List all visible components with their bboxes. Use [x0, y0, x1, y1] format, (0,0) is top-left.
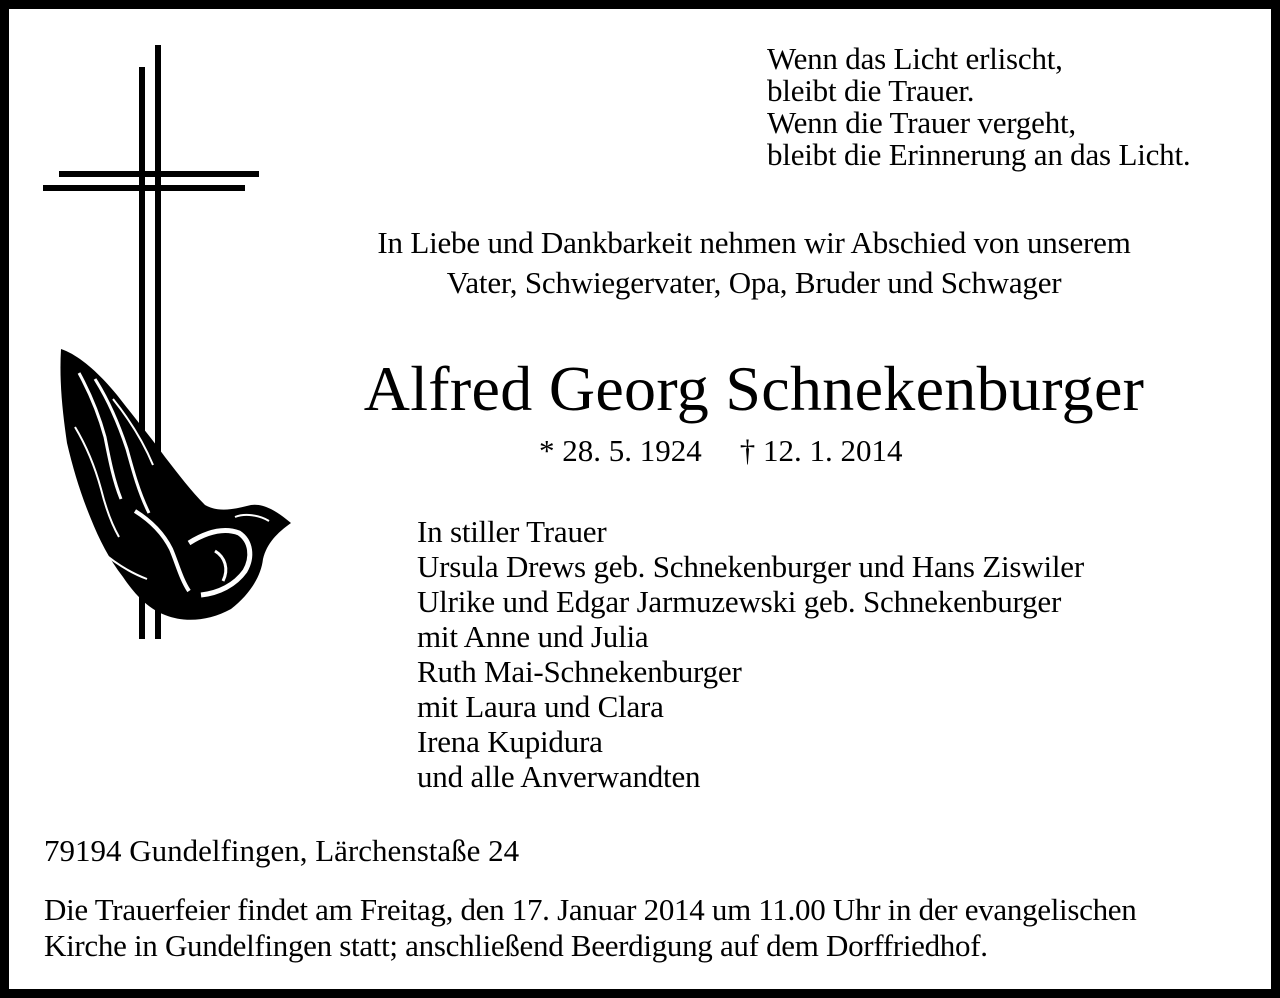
mourner-line: In stiller Trauer	[417, 514, 607, 549]
poem-line: bleibt die Trauer.	[767, 73, 975, 108]
funeral-line: Die Trauerfeier findet am Freitag, den 17. Januar 2014 um 11.00 Uhr in der evangelischen	[44, 892, 1137, 927]
life-dates	[539, 433, 1039, 469]
address: 79194 Gundelfingen, Lärchenstaße 24	[44, 833, 520, 868]
death-date: † 12. 1. 2014	[739, 433, 903, 468]
deceased-name: Alfred Georg Schnekenburger	[363, 353, 1145, 424]
mourner-line: Ursula Drews geb. Schnekenburger und Hans Ziswiler	[417, 549, 1084, 584]
mourner-line: Ruth Mai-Schnekenburger	[417, 654, 742, 689]
intro-line: In Liebe und Dankbarkeit nehmen wir Abschied von unserem	[377, 225, 1131, 260]
funeral-line: Kirche in Gundelfingen statt; anschließend Beerdigung auf dem Dorffriedhof.	[44, 928, 988, 963]
mourner-line: Irena Kupidura	[417, 724, 603, 759]
poem-line: Wenn die Trauer vergeht,	[767, 105, 1076, 140]
mourner-line: mit Anne und Julia	[417, 619, 649, 654]
mourner-line: mit Laura und Clara	[417, 689, 664, 724]
poem	[767, 43, 1267, 171]
intro-text	[239, 223, 1269, 303]
poem-line: bleibt die Erinnerung an das Licht.	[767, 137, 1191, 172]
mourner-line: und alle Anverwandten	[417, 759, 701, 794]
obituary-notice	[9, 9, 1271, 989]
poem-line: Wenn das Licht erlischt,	[767, 41, 1063, 76]
funeral-info	[44, 892, 1269, 964]
mourners-list	[417, 514, 1277, 794]
mourner-line: Ulrike und Edgar Jarmuzewski geb. Schnekenburger	[417, 584, 1062, 619]
cross-icon	[39, 43, 299, 653]
birth-date: * 28. 5. 1924	[539, 433, 702, 468]
intro-line: Vater, Schwiegervater, Opa, Bruder und Schwager	[446, 265, 1062, 300]
